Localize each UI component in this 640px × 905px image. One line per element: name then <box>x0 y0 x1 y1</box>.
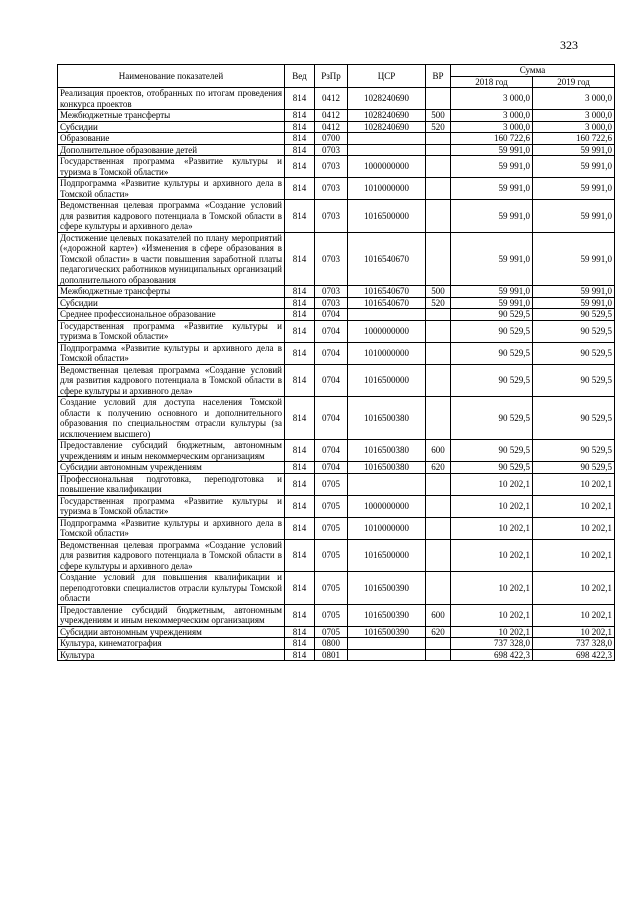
header-vr: ВР <box>426 65 451 88</box>
cell-2019: 160 722,6 <box>533 133 615 145</box>
table-row <box>58 297 615 309</box>
cell-csr: 1016540670 <box>348 232 426 286</box>
cell-csr: 1016540670 <box>348 297 426 309</box>
table-row <box>58 604 615 626</box>
cell-rzpr: 0704 <box>315 462 348 474</box>
cell-name: Культура <box>58 649 285 661</box>
cell-rzpr: 0704 <box>315 364 348 397</box>
cell-csr <box>348 144 426 156</box>
cell-ved: 814 <box>285 320 315 342</box>
cell-name: Межбюджетные трансферты <box>58 286 285 298</box>
cell-2018: 160 722,6 <box>451 133 533 145</box>
cell-vr <box>426 364 451 397</box>
header-rzpr: РзПр <box>315 65 348 88</box>
cell-name: Предоставление субсидий бюджетным, автономным учреждениям и иным некоммерческим организациям <box>58 604 285 626</box>
cell-rzpr: 0705 <box>315 604 348 626</box>
cell-ved: 814 <box>285 110 315 122</box>
cell-name: Подпрограмма «Развитие культуры и архивного дела в Томской области» <box>58 178 285 200</box>
cell-vr <box>426 200 451 233</box>
cell-name: Подпрограмма «Развитие культуры и архивного дела в Томской области» <box>58 517 285 539</box>
cell-2018: 59 991,0 <box>451 156 533 178</box>
cell-name: Государственная программа «Развитие культуры и туризма в Томской области» <box>58 495 285 517</box>
cell-name: Дополнительное образование детей <box>58 144 285 156</box>
table-row <box>58 286 615 298</box>
cell-ved: 814 <box>285 286 315 298</box>
cell-rzpr: 0703 <box>315 178 348 200</box>
cell-vr <box>426 638 451 650</box>
cell-csr <box>348 309 426 321</box>
cell-rzpr: 0700 <box>315 133 348 145</box>
cell-2019: 10 202,1 <box>533 539 615 572</box>
cell-2019: 59 991,0 <box>533 144 615 156</box>
cell-ved: 814 <box>285 88 315 110</box>
cell-rzpr: 0705 <box>315 473 348 495</box>
cell-2019: 90 529,5 <box>533 397 615 440</box>
cell-name: Государственная программа «Развитие культуры и туризма в Томской области» <box>58 320 285 342</box>
table-row <box>58 178 615 200</box>
cell-name: Подпрограмма «Развитие культуры и архивного дела в Томской области» <box>58 342 285 364</box>
cell-2018: 3 000,0 <box>451 110 533 122</box>
cell-rzpr: 0704 <box>315 440 348 462</box>
cell-csr: 1016500380 <box>348 462 426 474</box>
cell-csr: 1016500000 <box>348 200 426 233</box>
table-row <box>58 517 615 539</box>
cell-vr <box>426 539 451 572</box>
cell-rzpr: 0703 <box>315 286 348 298</box>
cell-rzpr: 0704 <box>315 342 348 364</box>
cell-2018: 90 529,5 <box>451 320 533 342</box>
cell-2019: 59 991,0 <box>533 232 615 286</box>
cell-csr: 1016540670 <box>348 286 426 298</box>
cell-ved: 814 <box>285 309 315 321</box>
cell-name: Реализация проектов, отобранных по итогам проведения конкурса проектов <box>58 88 285 110</box>
table-row <box>58 200 615 233</box>
cell-2019: 59 991,0 <box>533 286 615 298</box>
cell-vr: 620 <box>426 626 451 638</box>
cell-csr <box>348 638 426 650</box>
cell-ved: 814 <box>285 572 315 605</box>
cell-ved: 814 <box>285 638 315 650</box>
cell-csr: 1016500390 <box>348 572 426 605</box>
cell-name: Ведомственная целевая программа «Создание условий для развития кадрового потенциала в Томской области в сфере культуры и архивного дела» <box>58 200 285 233</box>
cell-2019: 59 991,0 <box>533 200 615 233</box>
table-row <box>58 440 615 462</box>
header-2018: 2018 год <box>451 76 533 88</box>
cell-2018: 59 991,0 <box>451 286 533 298</box>
table-row <box>58 649 615 661</box>
cell-2018: 10 202,1 <box>451 517 533 539</box>
table-body <box>58 88 615 661</box>
header-csr: ЦСР <box>348 65 426 88</box>
cell-vr: 520 <box>426 121 451 133</box>
cell-vr <box>426 309 451 321</box>
table-row <box>58 626 615 638</box>
table-row <box>58 232 615 286</box>
table-row <box>58 144 615 156</box>
cell-rzpr: 0801 <box>315 649 348 661</box>
header-ved: Вед <box>285 65 315 88</box>
table-row <box>58 539 615 572</box>
cell-2018: 3 000,0 <box>451 88 533 110</box>
cell-rzpr: 0412 <box>315 121 348 133</box>
cell-name: Межбюджетные трансферты <box>58 110 285 122</box>
cell-name: Профессиональная подготовка, переподготовка и повышение квалификации <box>58 473 285 495</box>
cell-rzpr: 0704 <box>315 320 348 342</box>
cell-2019: 10 202,1 <box>533 626 615 638</box>
cell-2018: 10 202,1 <box>451 495 533 517</box>
table-row <box>58 320 615 342</box>
cell-vr <box>426 320 451 342</box>
cell-vr <box>426 397 451 440</box>
cell-2019: 90 529,5 <box>533 440 615 462</box>
cell-ved: 814 <box>285 342 315 364</box>
cell-ved: 814 <box>285 473 315 495</box>
cell-name: Создание условий для повышения квалификации и переподготовки специалистов отрасли культуры Томской области <box>58 572 285 605</box>
cell-vr <box>426 133 451 145</box>
cell-2018: 90 529,5 <box>451 309 533 321</box>
table-row <box>58 397 615 440</box>
cell-vr <box>426 178 451 200</box>
cell-ved: 814 <box>285 121 315 133</box>
cell-csr: 1010000000 <box>348 517 426 539</box>
cell-2019: 90 529,5 <box>533 309 615 321</box>
cell-ved: 814 <box>285 397 315 440</box>
cell-2019: 10 202,1 <box>533 495 615 517</box>
table-row <box>58 121 615 133</box>
cell-2019: 737 328,0 <box>533 638 615 650</box>
table-row <box>58 88 615 110</box>
cell-2019: 10 202,1 <box>533 572 615 605</box>
cell-csr: 1000000000 <box>348 156 426 178</box>
cell-name: Достижение целевых показателей по плану мероприятий («дорожной карте») «Изменения в сфере образования в Томской области» в части повышения заработной платы педагогических работников муниципальных организаций дополнительного образования <box>58 232 285 286</box>
table-row <box>58 473 615 495</box>
cell-2019: 90 529,5 <box>533 364 615 397</box>
cell-2019: 3 000,0 <box>533 121 615 133</box>
cell-csr: 1016500000 <box>348 539 426 572</box>
cell-2019: 10 202,1 <box>533 473 615 495</box>
cell-name: Ведомственная целевая программа «Создание условий для развития кадрового потенциала в Томской области в сфере культуры и архивного дела» <box>58 364 285 397</box>
cell-2018: 698 422,3 <box>451 649 533 661</box>
cell-name: Культура, кинематография <box>58 638 285 650</box>
cell-ved: 814 <box>285 462 315 474</box>
header-2019: 2019 год <box>533 76 615 88</box>
cell-ved: 814 <box>285 440 315 462</box>
table-row <box>58 638 615 650</box>
cell-2019: 3 000,0 <box>533 110 615 122</box>
cell-2018: 10 202,1 <box>451 604 533 626</box>
cell-ved: 814 <box>285 364 315 397</box>
cell-name: Ведомственная целевая программа «Создание условий для развития кадрового потенциала в Томской области в сфере культуры и архивного дела» <box>58 539 285 572</box>
cell-ved: 814 <box>285 133 315 145</box>
header-sum: Сумма <box>451 65 615 77</box>
cell-vr <box>426 232 451 286</box>
cell-vr: 600 <box>426 440 451 462</box>
cell-name: Субсидии автономным учреждениям <box>58 626 285 638</box>
cell-2019: 90 529,5 <box>533 320 615 342</box>
cell-name: Субсидии <box>58 121 285 133</box>
cell-2019: 698 422,3 <box>533 649 615 661</box>
cell-csr: 1010000000 <box>348 342 426 364</box>
cell-rzpr: 0703 <box>315 232 348 286</box>
cell-2018: 10 202,1 <box>451 626 533 638</box>
cell-2019: 3 000,0 <box>533 88 615 110</box>
cell-2019: 10 202,1 <box>533 604 615 626</box>
cell-2018: 90 529,5 <box>451 440 533 462</box>
cell-ved: 814 <box>285 495 315 517</box>
table-row <box>58 462 615 474</box>
cell-rzpr: 0705 <box>315 539 348 572</box>
cell-ved: 814 <box>285 178 315 200</box>
cell-csr: 1016500390 <box>348 626 426 638</box>
cell-rzpr: 0412 <box>315 88 348 110</box>
cell-2019: 59 991,0 <box>533 156 615 178</box>
cell-vr <box>426 473 451 495</box>
cell-2018: 3 000,0 <box>451 121 533 133</box>
cell-vr <box>426 572 451 605</box>
cell-ved: 814 <box>285 297 315 309</box>
table-row <box>58 495 615 517</box>
header-name: Наименование показателей <box>58 65 285 88</box>
cell-name: Образование <box>58 133 285 145</box>
cell-rzpr: 0412 <box>315 110 348 122</box>
cell-2019: 59 991,0 <box>533 178 615 200</box>
cell-vr <box>426 88 451 110</box>
cell-2018: 90 529,5 <box>451 397 533 440</box>
cell-rzpr: 0800 <box>315 638 348 650</box>
cell-csr: 1028240690 <box>348 88 426 110</box>
cell-2018: 59 991,0 <box>451 232 533 286</box>
cell-ved: 814 <box>285 604 315 626</box>
cell-csr <box>348 649 426 661</box>
table-row <box>58 309 615 321</box>
cell-name: Предоставление субсидий бюджетным, автономным учреждениям и иным некоммерческим организациям <box>58 440 285 462</box>
cell-rzpr: 0703 <box>315 200 348 233</box>
cell-name: Субсидии <box>58 297 285 309</box>
cell-vr: 500 <box>426 286 451 298</box>
page-number: 323 <box>560 38 578 52</box>
cell-ved: 814 <box>285 200 315 233</box>
cell-vr <box>426 156 451 178</box>
cell-vr: 500 <box>426 110 451 122</box>
cell-2018: 10 202,1 <box>451 539 533 572</box>
cell-2018: 59 991,0 <box>451 200 533 233</box>
cell-vr <box>426 144 451 156</box>
cell-2019: 90 529,5 <box>533 342 615 364</box>
cell-vr: 600 <box>426 604 451 626</box>
cell-csr: 1010000000 <box>348 178 426 200</box>
cell-vr <box>426 342 451 364</box>
cell-2018: 59 991,0 <box>451 144 533 156</box>
table-row <box>58 133 615 145</box>
header-row <box>58 65 615 77</box>
cell-2018: 90 529,5 <box>451 364 533 397</box>
table-row <box>58 572 615 605</box>
cell-csr: 1016500380 <box>348 397 426 440</box>
cell-csr: 1028240690 <box>348 121 426 133</box>
cell-ved: 814 <box>285 539 315 572</box>
cell-csr <box>348 473 426 495</box>
cell-2018: 10 202,1 <box>451 572 533 605</box>
table-row <box>58 110 615 122</box>
cell-rzpr: 0705 <box>315 626 348 638</box>
cell-name: Среднее профессиональное образование <box>58 309 285 321</box>
cell-vr: 520 <box>426 297 451 309</box>
cell-csr: 1028240690 <box>348 110 426 122</box>
cell-vr <box>426 649 451 661</box>
cell-csr: 1016500380 <box>348 440 426 462</box>
cell-2019: 10 202,1 <box>533 517 615 539</box>
cell-ved: 814 <box>285 144 315 156</box>
cell-ved: 814 <box>285 626 315 638</box>
cell-vr <box>426 517 451 539</box>
cell-vr: 620 <box>426 462 451 474</box>
cell-rzpr: 0705 <box>315 572 348 605</box>
cell-rzpr: 0703 <box>315 297 348 309</box>
cell-2018: 59 991,0 <box>451 178 533 200</box>
cell-2018: 59 991,0 <box>451 297 533 309</box>
table-row <box>58 342 615 364</box>
cell-ved: 814 <box>285 649 315 661</box>
table-row <box>58 156 615 178</box>
cell-rzpr: 0703 <box>315 156 348 178</box>
cell-rzpr: 0704 <box>315 397 348 440</box>
cell-rzpr: 0705 <box>315 517 348 539</box>
cell-2019: 90 529,5 <box>533 462 615 474</box>
cell-name: Субсидии автономным учреждениям <box>58 462 285 474</box>
cell-ved: 814 <box>285 156 315 178</box>
cell-name: Государственная программа «Развитие культуры и туризма в Томской области» <box>58 156 285 178</box>
cell-2018: 90 529,5 <box>451 342 533 364</box>
cell-2018: 737 328,0 <box>451 638 533 650</box>
cell-name: Создание условий для доступа населения Томской области к получению основного и дополнительного образования по специальностям отрасли культуры (за исключением высшего) <box>58 397 285 440</box>
cell-csr: 1016500000 <box>348 364 426 397</box>
cell-csr <box>348 133 426 145</box>
budget-table <box>57 64 615 661</box>
cell-ved: 814 <box>285 232 315 286</box>
cell-rzpr: 0703 <box>315 144 348 156</box>
cell-csr: 1000000000 <box>348 495 426 517</box>
cell-rzpr: 0704 <box>315 309 348 321</box>
cell-ved: 814 <box>285 517 315 539</box>
cell-csr: 1000000000 <box>348 320 426 342</box>
cell-csr: 1016500390 <box>348 604 426 626</box>
cell-2019: 59 991,0 <box>533 297 615 309</box>
cell-2018: 10 202,1 <box>451 473 533 495</box>
table-row <box>58 364 615 397</box>
cell-vr <box>426 495 451 517</box>
cell-2018: 90 529,5 <box>451 462 533 474</box>
cell-rzpr: 0705 <box>315 495 348 517</box>
